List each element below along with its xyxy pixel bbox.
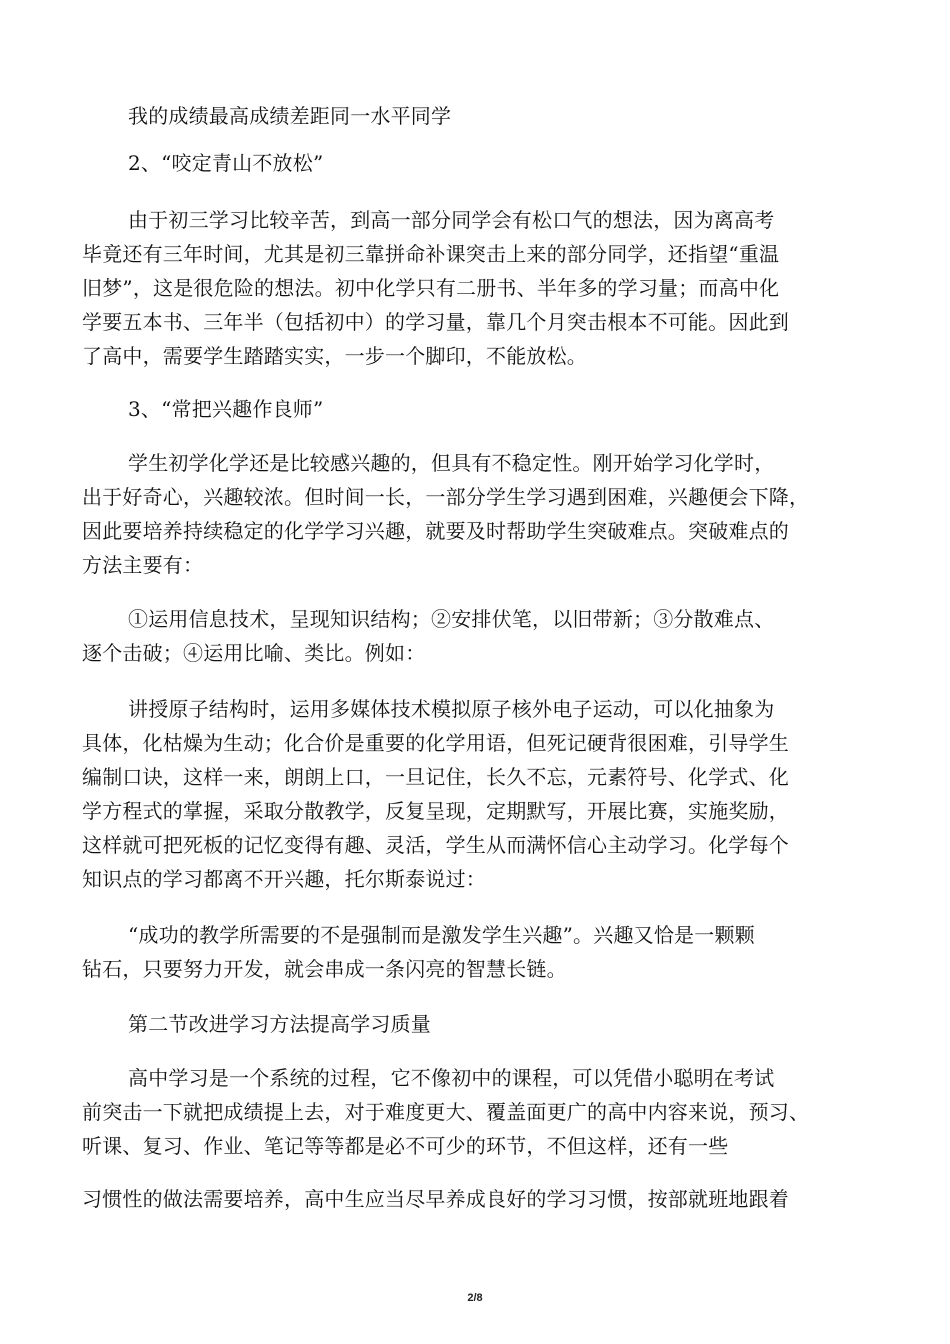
text-line: 编制口诀，这样一来，朗朗上口，一旦记住，长久不忘，元素符号、化学式、化: [82, 765, 789, 789]
text-line: 逐个击破；④运用比喻、类比。例如：: [82, 641, 426, 665]
text-line: 出于好奇心，兴趣较浓。但时间一长，一部分学生学习遇到困难，兴趣便会下降，: [82, 485, 810, 509]
section-heading: 3、“常把兴趣作良师”: [128, 397, 324, 421]
text-line: 知识点的学习都离不开兴趣，托尔斯泰说过：: [82, 867, 486, 891]
text-line: 钻石，只要努力开发，就会串成一条闪亮的智慧长链。: [82, 957, 567, 981]
quote-line: “成功的教学所需要的不是强制而是激发学生兴趣”。兴趣又恰是一颗颗: [128, 923, 755, 947]
text-line: 方法主要有：: [82, 553, 204, 577]
text-line: 这样就可把死板的记忆变得有趣、灵活，学生从而满怀信心主动学习。化学每个: [82, 833, 789, 857]
text-line: 由于初三学习比较辛苦，到高一部分同学会有松口气的想法，因为离高考: [128, 208, 775, 232]
text-line: 毕竟还有三年时间，尤其是初三靠拼命补课突击上来的部分同学，还指望“重温: [82, 242, 780, 266]
text-line: 高中学习是一个系统的过程，它不像初中的课程，可以凭借小聪明在考试: [128, 1066, 775, 1090]
text-line: 听课、复习、作业、笔记等等都是必不可少的环节，不但这样，还有一些: [82, 1134, 729, 1158]
text-line: 习惯性的做法需要培养，高中生应当尽早养成良好的学习习惯，按部就班地跟着: [82, 1187, 789, 1211]
text-line: 旧梦”，这是很危险的想法。初中化学只有二册书、半年多的学习量；而高中化: [82, 276, 780, 300]
text-line: 学生初学化学还是比较感兴趣的，但具有不稳定性。刚开始学习化学时，: [128, 451, 775, 475]
text-line: 因此要培养持续稳定的化学学习兴趣，就要及时帮助学生突破难点。突破难点的: [82, 519, 789, 543]
text-line: 我的成绩最高成绩差距同一水平同学: [128, 104, 452, 128]
text-line: 前突击一下就把成绩提上去，对于难度更大、覆盖面更广的高中内容来说，预习、: [82, 1100, 810, 1124]
text-line: ①运用信息技术，呈现知识结构；②安排伏笔，以旧带新；③分散难点、: [128, 607, 775, 631]
section-heading: 2、“咬定青山不放松”: [128, 151, 324, 175]
text-line: 了高中，需要学生踏踏实实，一步一个脚印，不能放松。: [82, 344, 587, 368]
text-line: 讲授原子结构时，运用多媒体技术模拟原子核外电子运动，可以化抽象为: [128, 697, 775, 721]
section-heading: 第二节改进学习方法提高学习质量: [128, 1012, 431, 1036]
text-line: 学要五本书、三年半（包括初中）的学习量，靠几个月突击根本不可能。因此到: [82, 310, 789, 334]
text-line: 具体，化枯燥为生动；化合价是重要的化学用语，但死记硬背很困难，引导学生: [82, 731, 789, 755]
text-line: 学方程式的掌握，采取分散教学，反复呈现，定期默写，开展比赛，实施奖励，: [82, 799, 789, 823]
page-number: 2/8: [467, 1292, 483, 1304]
